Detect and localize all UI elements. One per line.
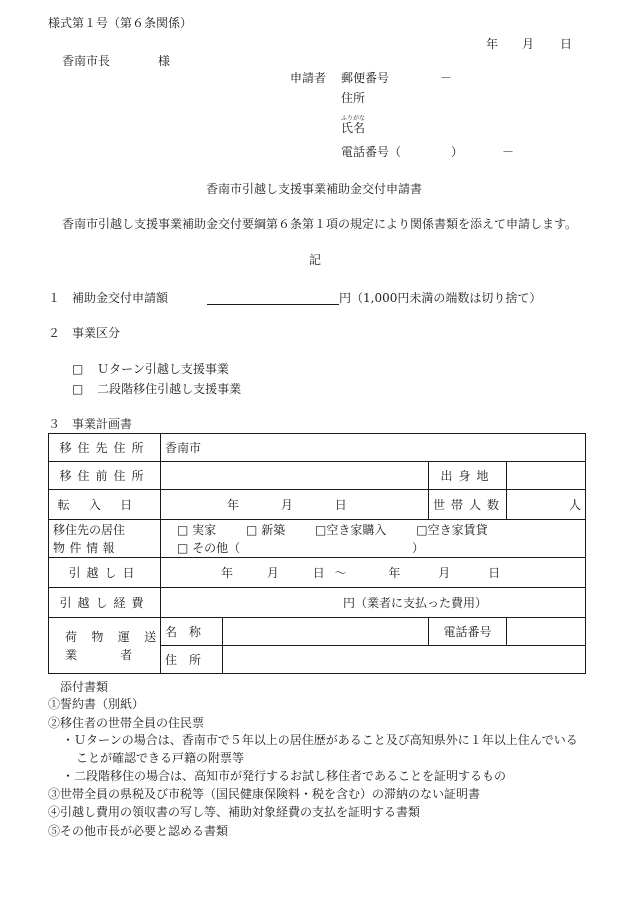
row-cost xyxy=(49,588,586,618)
prev-address-value[interactable] xyxy=(161,462,429,490)
housing-options xyxy=(161,520,586,558)
attachment-subitem: ・Ｕターンの場合は、香南市で５年以上の居住歴があること及び高知県外に１年以上住んでいる xyxy=(62,733,578,747)
moving-date-day: 日 xyxy=(312,565,325,580)
addressee-honorific: 様 xyxy=(158,54,171,68)
section1-num: １ xyxy=(48,291,61,305)
checkbox-icon[interactable]: □ xyxy=(72,382,84,396)
checkbox-icon[interactable]: □ xyxy=(315,522,327,537)
housing-opt-label: 実家 xyxy=(192,522,217,537)
moving-date-year: 年 xyxy=(221,565,234,580)
date-day: 日 xyxy=(560,37,573,51)
cost-label: 引越し経費 xyxy=(49,588,161,618)
moving-date-label: 引越し日 xyxy=(49,558,161,588)
attachment-item: ⑤その他市長が必要と認める書類 xyxy=(48,824,229,838)
option-uturn[interactable] xyxy=(72,362,229,376)
household-unit[interactable]: 人 xyxy=(507,490,586,520)
amount-unit: 円（1,000円未満の端数は切り捨て） xyxy=(339,291,542,305)
date-month: 月 xyxy=(522,37,535,51)
housing-other-close: ） xyxy=(412,540,425,555)
name-label: 氏名 xyxy=(341,121,366,135)
intro-text: 香南市引越し支援事業補助金交付要綱第６条第１項の規定により関係書類を添えて申請します。 xyxy=(62,217,578,231)
carrier-label xyxy=(49,618,176,674)
postal-dash: － xyxy=(440,71,453,85)
attachment-item: ②移住者の世帯全員の住民票 xyxy=(48,716,205,730)
housing-label xyxy=(49,520,161,558)
housing-opt-newbuild[interactable] xyxy=(246,523,285,537)
amount-blank[interactable] xyxy=(207,291,339,305)
checkbox-icon[interactable]: □ xyxy=(177,522,189,537)
attachment-subitem-cont: ことが確認できる戸籍の附票等 xyxy=(76,751,245,765)
housing-label-line1: 移住先の居住 xyxy=(53,522,126,537)
attachment-item: ①誓約書（別紙） xyxy=(48,697,145,711)
carrier-address-value[interactable] xyxy=(223,646,586,674)
phone-dash: － xyxy=(502,145,515,159)
row-moving-date xyxy=(49,558,586,588)
moving-date-day2: 日 xyxy=(488,565,501,580)
row-dest-address xyxy=(49,434,586,462)
address-label: 住所 xyxy=(341,91,366,105)
row-prev-address xyxy=(49,462,586,490)
attachment-item: ③世帯全員の県税及び市税等（国民健康保険料・税を含む）の滞納のない証明書 xyxy=(48,787,481,801)
household-label: 世帯人数 xyxy=(429,490,507,520)
option-label: 二段階移住引越し支援事業 xyxy=(97,382,242,396)
moving-date-month2: 月 xyxy=(438,565,451,580)
checkbox-icon[interactable]: □ xyxy=(177,540,189,555)
moving-date-month: 月 xyxy=(266,565,279,580)
carrier-name-value[interactable] xyxy=(223,618,429,646)
section2-num: ２ xyxy=(48,326,61,340)
housing-opt-label: その他（ xyxy=(192,540,241,555)
moving-date-tilde: ～ xyxy=(334,565,347,580)
amount-row xyxy=(207,291,541,305)
housing-opt-label: 空き家購入 xyxy=(326,522,387,537)
phone-close: ） xyxy=(451,145,464,159)
movein-label: 転入日 xyxy=(49,490,161,520)
dest-address-value[interactable]: 香南市 xyxy=(161,434,586,462)
movein-year: 年 xyxy=(227,497,240,512)
row-movein xyxy=(49,490,586,520)
moving-date-year2: 年 xyxy=(388,565,401,580)
section1-label: 補助金交付申請額 xyxy=(72,291,169,305)
applicant-label: 申請者 xyxy=(290,71,327,85)
checkbox-icon[interactable]: □ xyxy=(416,522,428,537)
postal-label: 郵便番号 xyxy=(341,71,390,85)
checkbox-icon[interactable]: □ xyxy=(246,522,258,537)
movein-month: 月 xyxy=(280,497,293,512)
checkbox-icon[interactable]: □ xyxy=(72,362,84,376)
housing-opt-label: 空き家賃貸 xyxy=(427,522,488,537)
carrier-phone-value[interactable] xyxy=(507,618,586,646)
cost-value[interactable]: 円（業者に支払った費用） xyxy=(161,588,586,618)
prev-address-label: 移住前住所 xyxy=(49,462,161,490)
carrier-name-label: 名称 xyxy=(161,618,223,646)
dest-address-label: 移住先住所 xyxy=(49,434,161,462)
attachment-item: ④引越し費用の領収書の写し等、補助対象経費の支払を証明する書類 xyxy=(48,805,421,819)
attachments-heading: 添付書類 xyxy=(60,680,109,694)
addressee-name: 香南市長 xyxy=(62,54,111,68)
name-field xyxy=(341,115,366,135)
name-ruby: ふりがな xyxy=(341,115,366,122)
row-carrier-name xyxy=(49,618,586,646)
birthplace-label: 出身地 xyxy=(429,462,507,490)
phone-label: 電話番号（ xyxy=(341,145,402,159)
section3-num: ３ xyxy=(48,417,61,431)
housing-opt-family[interactable] xyxy=(177,523,216,537)
movein-day: 日 xyxy=(334,497,347,512)
moving-date-value[interactable] xyxy=(161,558,586,588)
housing-opt-vacant-buy[interactable] xyxy=(315,523,386,537)
birthplace-value[interactable] xyxy=(507,462,586,490)
option-label: Ｕターン引越し支援事業 xyxy=(97,362,229,376)
section3-label: 事業計画書 xyxy=(72,417,133,431)
document-title: 香南市引越し支援事業補助金交付申請書 xyxy=(206,182,423,196)
form-number: 様式第１号（第６条関係） xyxy=(48,16,193,30)
date-year: 年 xyxy=(486,37,499,51)
carrier-address-label: 住所 xyxy=(161,646,223,674)
plan-table xyxy=(48,433,586,674)
housing-opt-vacant-rent[interactable] xyxy=(416,523,487,537)
carrier-phone-label: 電話番号 xyxy=(429,618,507,646)
carrier-label-line1: 荷物運送 xyxy=(65,629,171,644)
section2-label: 事業区分 xyxy=(72,326,121,340)
movein-value[interactable] xyxy=(161,490,429,520)
attachment-subitem: ・二段階移住の場合は、高知市が発行するお試し移住者であることを証明するもの xyxy=(62,769,507,783)
row-housing xyxy=(49,520,586,558)
housing-opt-other[interactable] xyxy=(177,541,240,555)
option-two-stage[interactable] xyxy=(72,382,241,396)
ki-mark: 記 xyxy=(309,253,322,267)
housing-opt-label: 新築 xyxy=(261,522,286,537)
housing-label-line2: 物件情報 xyxy=(53,540,120,555)
carrier-label-line2: 業者 xyxy=(65,647,176,662)
